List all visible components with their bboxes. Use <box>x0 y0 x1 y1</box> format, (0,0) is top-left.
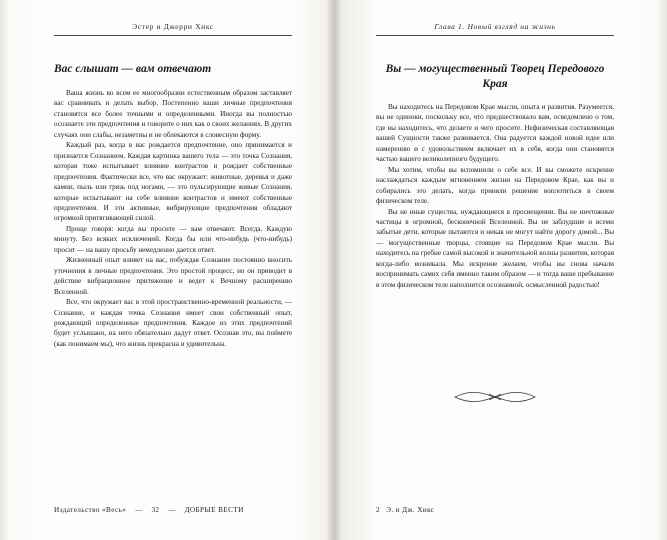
paragraph: Жизненный опыт влияет на вас, побуждая Сознание постоянно вносить уточнения в личные предпочтения. Это простой процесс, но он приводит в действие вибрационное притяжение и ведет к Вечному расширению Вселенной. <box>54 256 292 296</box>
paragraph: Ваша жизнь во всем ее многообразии естественным образом заставляет вас сравнивать и делать выбор. Постепенно ваши личные предпочтения становятся все более точными и определенными. Иногда вы полностью осознаете эти предпочтения и говорите о них как о своих желаниях. В других случаях они слабы, незаметны и не облекаются в словесную форму. <box>54 89 292 139</box>
right-page <box>334 0 667 540</box>
right-section-title: Вы — могущественный Творец Передового Края <box>385 63 605 90</box>
left-folio <box>54 506 292 514</box>
right-folio <box>376 506 614 514</box>
right-body-text <box>376 102 614 290</box>
paragraph: Проще говоря: когда вы просите — вам отвечают. Всегда. Каждую минуту. Без всяких исключений. Когда бы или что-нибудь (что-нибудь) просит — на вашу просьбу немедленно дается ответ. <box>54 224 292 254</box>
book-title: ДОБРЫЕ ВЕСТИ <box>184 506 244 514</box>
paragraph: Мы хотим, чтобы вы вспомнили о себе все. И вы сможете искренне наслаждаться каждым мгновением жизни на Передовом Крае, как вы и собирались это делать, когда приняли решение воплотиться в своем физическом теле. <box>376 165 614 206</box>
paragraph: Каждый раз, когда в вас рождается предпочтение, оно принимается и признается Сознанием. Каждая картинка вашего тела — это точка Сознания, которая тоже испытывает влияние контрастов и рождает собственные предпочтения. Фактически все, что вас окружает: животные, деревья и даже камни, пыль или грязь под ногами, — это пульсирующие живые Сознания, которые испытывают на себе влияние контрастов и имеют собственные предпочтения. И эти активные, вибрирующие предпочтения обладают огромной притягивающей силой. <box>54 141 292 223</box>
right-header-rule <box>376 35 614 36</box>
left-page-content <box>54 0 292 540</box>
paragraph: Вы не иные существа, нуждающиеся в просвещении. Вы не ничтожные частицы в огромной, бесконечной Вселенной. Вы не заблудшие и всеми забытые дети, которые пытаются и никак не могут найти дорогу домой... Вы — могущественные творцы, стоящие на Передовом Крае мысли. Вы находитесь на гребне самой высокой и значительной волны развития, которая когда-либо возникала. Мы искренне желаем, чтобы вы снова начали воспринимать самих себя именно таким образом — и тогда ваше пребывание в этом физическом теле наполнится осознанной, осмысленной радостью! <box>376 207 614 289</box>
right-running-head: Глава 1. Новый взгляд на жизнь <box>434 22 556 31</box>
paragraph: Вы находитесь на Передовом Крае мысли, опыта и развития. Разумеется, вы не одиноки, поскольку все, что предшествовало вам, осведомлено о том, где вы находитесь, что делаете и чего просите. Нефизическая составляющая вашей Сущности также развивается. Она радуется каждой новой идее или намерению и с удовольствием включает их в себя, когда они становятся частью вашего великолепного будущего. <box>376 103 614 164</box>
publisher-name: Издательство «Весь» <box>54 506 127 514</box>
page-number: 2 <box>376 506 384 514</box>
left-section-title: Вас слышат — вам отвечают <box>54 63 212 75</box>
page-number: 32 <box>151 506 160 514</box>
right-page-content <box>376 0 614 540</box>
folio-dash: — <box>168 506 176 514</box>
left-header-rule <box>54 35 292 36</box>
folio-dash: — <box>135 506 143 514</box>
authors-short: Э. и Дж. Хикс <box>386 506 435 514</box>
left-running-head: Эстер и Джерри Хикс <box>132 22 214 31</box>
flourish-ornament-icon <box>376 390 614 409</box>
left-body-text <box>54 88 292 349</box>
paragraph: Все, что окружает вас в этой пространственно-временной реальности, — Сознание, и каждая точка Сознания имеет свои собственный опыт, рождающий определенные предпочтения. Каждое из этих предпочтений будет услышано, на него обязательно дадут ответ. Осознав это, вы поймете (как понимаем мы), что жизнь прекрасна и удивительна. <box>54 298 292 348</box>
